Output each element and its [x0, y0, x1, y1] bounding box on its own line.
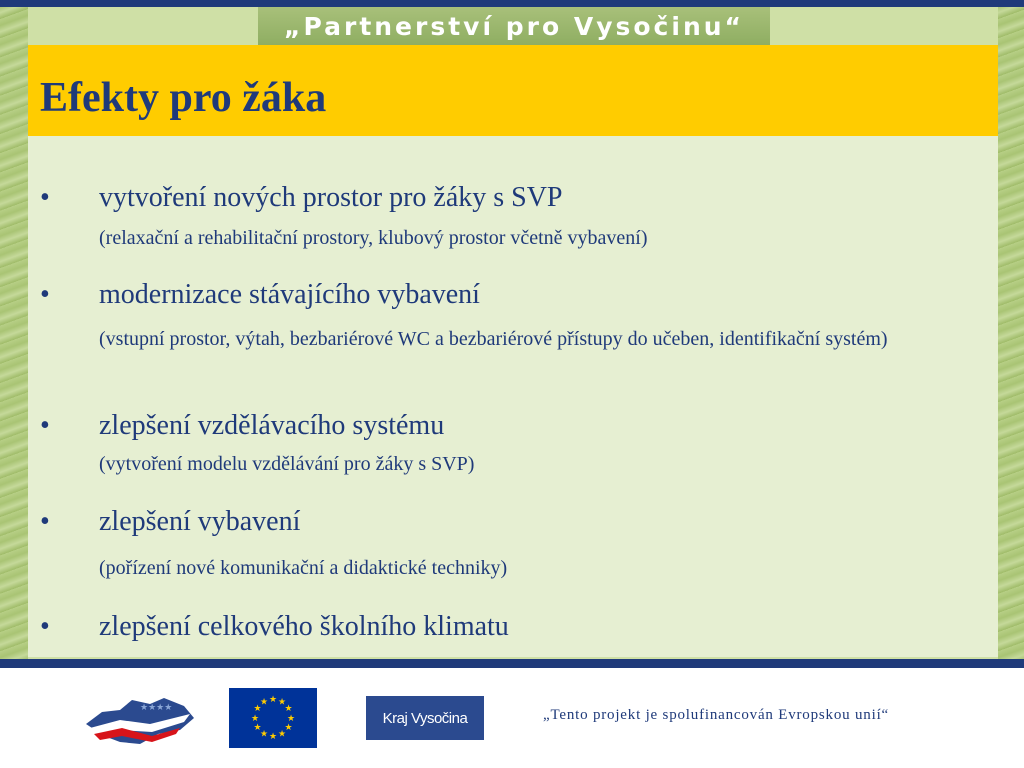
bullet-marker: •: [40, 182, 50, 213]
svg-text:★: ★: [259, 729, 269, 740]
svg-text:★: ★: [284, 704, 293, 714]
svg-text:★★★★: ★★★★: [140, 703, 173, 713]
header-banner: [258, 7, 770, 45]
bullet-text: vytvoření nových prostor pro žáky s SVP: [99, 182, 563, 213]
bullet-note: (vstupní prostor, výtah, bezbariérové WC a bezbariérové přístupy do učeben, identifikační systém): [99, 328, 888, 350]
eu-flag-logo: [229, 688, 317, 748]
bullet-marker: •: [40, 410, 50, 441]
svg-text:★: ★: [286, 714, 296, 724]
bullet-text: modernizace stávajícího vybavení: [99, 279, 480, 310]
svg-text:★: ★: [268, 695, 278, 705]
bullet-note: (relaxační a rehabilitační prostory, klubový prostor včetně vybavení): [99, 227, 648, 249]
left-decorative-strip: [0, 0, 28, 768]
svg-text:★: ★: [253, 704, 262, 714]
bullet-text: zlepšení vybavení: [99, 506, 301, 537]
bullet-text: zlepšení vzdělávacího systému: [99, 410, 445, 441]
slide-title: Efekty pro žáka: [40, 75, 327, 121]
bottom-blue-line: [0, 659, 1024, 668]
footer-cofinancing-note: „Tento projekt je spolufinancován Evropskou unií“: [543, 707, 889, 723]
bullet-marker: •: [40, 611, 50, 642]
bullet-note: (pořízení nové komunikační a didaktické techniky): [99, 557, 508, 579]
svg-text:★: ★: [250, 714, 260, 724]
svg-text:★: ★: [284, 723, 293, 733]
right-decorative-strip: [998, 0, 1024, 768]
czech-republic-logo: [80, 690, 198, 757]
svg-text:★: ★: [268, 732, 278, 742]
svg-text:★: ★: [259, 697, 269, 708]
svg-text:★: ★: [277, 729, 287, 740]
svg-text:★: ★: [277, 697, 287, 708]
kraj-logo-text: Kraj Vysočina: [382, 709, 468, 727]
top-blue-line: [0, 0, 1024, 7]
eu-stars-icon: [229, 688, 317, 748]
kraj-vysocina-logo: [366, 696, 484, 740]
banner-text: „Partnerství pro Vysočinu“: [284, 11, 744, 41]
svg-text:★: ★: [253, 723, 262, 733]
bullet-note: (vytvoření modelu vzdělávání pro žáky s SVP): [99, 453, 475, 475]
bullet-marker: •: [40, 279, 50, 310]
bullet-marker: •: [40, 506, 50, 537]
czech-map-icon: [80, 690, 198, 752]
bullet-text: zlepšení celkového školního klimatu: [99, 611, 509, 642]
